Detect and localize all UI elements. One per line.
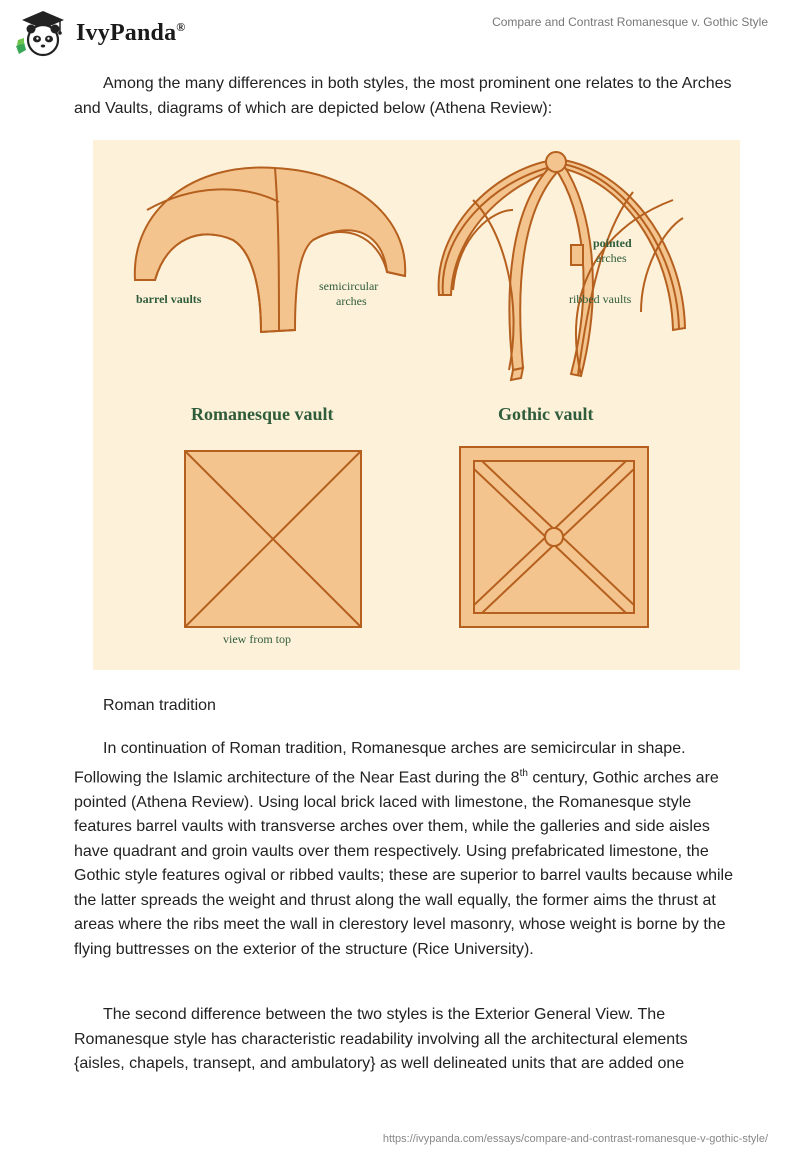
superscript-th: th (519, 767, 528, 779)
label-semicircular: semicircular (319, 279, 379, 293)
gothic-plan-view (460, 447, 648, 627)
ivypanda-logo[interactable] (12, 8, 185, 58)
label-semicircular-arches: arches (336, 294, 367, 308)
intro-paragraph: Among the many differences in both styles, the most prominent one relates to the Arches and Vaults, diagrams of which are depicted below (Athena Review): (74, 75, 732, 117)
panda-graduate-icon (12, 8, 74, 58)
label-ribbed-vaults: ribbed vaults (569, 292, 632, 306)
label-barrel-vaults: barrel vaults (136, 292, 202, 306)
body-paragraph-2: The second difference between the two styles is the Exterior General View. The Romanesque style has characteristic readability involving all the architectural elements {aisles, chapels, transept, and ambulatory} as well delineated units that are added one (74, 1006, 688, 1073)
vault-diagram (93, 140, 740, 670)
title-gothic-vault: Gothic vault (498, 404, 594, 424)
romanesque-plan-view (185, 451, 361, 627)
title-romanesque-vault: Romanesque vault (191, 404, 334, 424)
document-title: Compare and Contrast Romanesque v. Gothic Style (492, 15, 768, 29)
source-url-link[interactable]: https://ivypanda.com/essays/compare-and-contrast-romanesque-v-gothic-style/ (382, 1133, 768, 1145)
label-view-from-top: view from top (223, 632, 291, 646)
registered-mark: ® (176, 19, 186, 34)
body-paragraph-1: In continuation of Roman tradition, Romanesque arches are semicircular in shape. Following the Islamic architecture of the Near East during the 8th century, Gothic arches are pointed (Athena Review). Using local brick laced with limestone, the Romanesque style features barrel vaults with transverse arches over them, while the galleries and side aisles have quadrant and groin vaults over them respectively. Using prefabricated limestone, the Gothic style features ogival or ribbed vaults; these are superior to barrel vaults because while the latter spreads the weight and thrust along the wall equally, the former aims the thrust at areas where the ribs meet the wall in clerestory level masonry, whose weight is borne by the flying buttresses on the exterior of the structure (Rice University). (74, 740, 734, 959)
label-pointed: pointed (593, 236, 632, 250)
brand-name: IvyPanda® (76, 19, 186, 46)
section-heading: Roman tradition (103, 697, 216, 714)
label-pointed-arches: arches (596, 251, 627, 265)
